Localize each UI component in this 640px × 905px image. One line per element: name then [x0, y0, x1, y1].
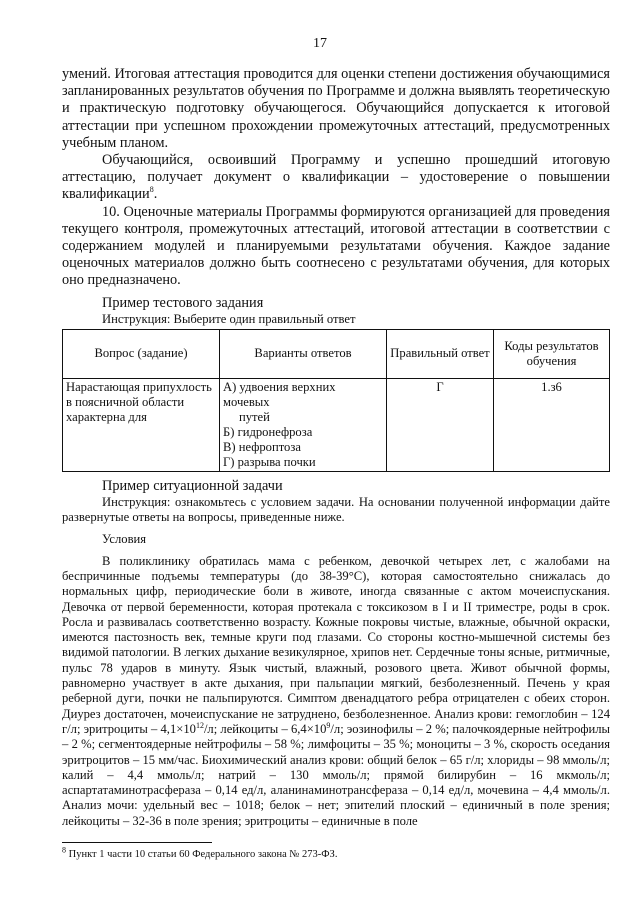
table-row: [63, 378, 610, 471]
footnote-mark: 8: [62, 845, 66, 855]
option-b: Б) гидронефроза: [223, 424, 313, 439]
option-c: В) нефроптоза: [223, 439, 301, 454]
task-text-mid: /л; лейкоциты – 6,4×10: [203, 721, 327, 736]
paragraph-certificate-end: .: [153, 186, 158, 203]
cell-code: 1.з6: [494, 378, 610, 471]
situational-title: Пример ситуационной задачи: [102, 477, 283, 494]
task-conditions-text: [62, 554, 610, 829]
option-a-cont: путей: [239, 409, 270, 424]
header-codes: Коды результатов обучения: [494, 329, 610, 378]
paragraph-evaluation-materials: 10. Оценочные материалы Программы формируются организацией для проведения текущего контроля, промежуточных аттестаций, итоговой аттестации в соответствии с содержанием модулей и планируемыми результатами обучения. Каждое задание оценочных материалов должно быть соотнесено с результатами обучения, для которых оно предназначено.: [62, 203, 610, 289]
situational-instruction: Инструкция: ознакомьтесь с условием задачи. На основании полученной информации дайте развернутые ответы на вопросы, приведенные ниже.: [62, 494, 610, 524]
paragraph-certificate: [62, 152, 610, 204]
page-number: 17: [313, 36, 327, 51]
conditions-label: Условия: [102, 531, 147, 546]
cell-options: [220, 378, 387, 471]
cell-question: Нарастающая припухлость в поясничной области характерна для: [63, 378, 220, 471]
test-example-instruction: Инструкция: Выберите один правильный ответ: [102, 311, 356, 326]
test-table-header-row: [63, 329, 610, 378]
test-table: [62, 329, 610, 472]
footnote-reference[interactable]: 8: [149, 185, 154, 195]
superscript-exp-2: 9: [326, 720, 331, 730]
task-text-start: В поликлинику обратилась мама с ребенком, девочкой четырех лет, с жалобами на беспричинные подъемы температуры (до 38-39°С), которая самостоятельно снижалась до нормальных цифр, периодические боли в животе, иногда связанные с актом мочеиспускания. Девочка от первой беременности, которая протекала с токсикозом в I и II триместре, роды в срок. Росла и развивалась соответственно возрасту. Кожные покровы чистые, влажные, обычной окраски, имеются пастозность век, темные круги под глазами. Со стороны костно-мышечной системы без видимой патологии. В легких дыхание везикулярное, хрипов нет. Сердечные тоны ясные, ритмичные, пульс 78 ударов в минуту. Язык чистый, влажный, розового цвета. Живот обычной формы, равномерно участвует в акте дыхания, при пальпации мягкий, безболезненный. Печень у края реберной дуги, почки не пальпируются. Симптом двенадцатого ребра отрицателен с обеих сторон. Диурез достаточен, мочеиспускание не затруднено, безболезненное. Анализ крови: гемоглобин – 124 г/л; эритроциты – 4,1×10: [62, 553, 610, 736]
test-example-title: Пример тестового задания: [102, 294, 264, 311]
option-d: Г) разрыва почки: [223, 454, 316, 469]
footnote: [62, 845, 338, 860]
header-question: Вопрос (задание): [63, 329, 220, 378]
superscript-exp-1: 12: [195, 720, 204, 730]
footnote-text: Пункт 1 части 10 статьи 60 Федерального закона № 273-ФЗ.: [66, 849, 338, 860]
paragraph-attestation: умений. Итоговая аттестация проводится для оценки степени достижения обучающимися запланированных результатов обучения по Программе и должна выявлять теоретическую и практическую подготовку обучающегося. Обучающийся допускается к итоговой аттестации при успешном прохождении промежуточных аттестаций, предусмотренных учебным планом.: [62, 66, 610, 151]
option-a: А) удвоения верхних мочевых: [223, 379, 336, 409]
footnote-divider: [62, 842, 212, 843]
paragraph-certificate-text: Обучающийся, освоивший Программу и успешно прошедший итоговую аттестацию, получает документ о квалификации – удостоверение о повышении квалификации: [62, 152, 610, 203]
header-answer: Правильный ответ: [387, 329, 494, 378]
header-options: Варианты ответов: [220, 329, 387, 378]
task-text-end: /л; эозинофилы – 2 %; палочкоядерные нейтрофилы – 2 %; сегментоядерные нейтрофилы – 58 %; лимфоциты – 35 %; моноциты – 3 %, скорость оседания эритроцитов – 15 мм/час. Биохимический анализ крови: общий белок – 65 г/л; хлориды – 98 ммоль/л; калий – 4,4 ммоль/л; натрий – 130 ммоль/л; прямой билирубин – 16 мкмоль/л; аспартатаминотрасфераза – 0,14 ед/л, аланинаминотрансфераза – 0,14 ед/л, мочевина – 4,4 ммоль/л. Анализ мочи: удельный вес – 1018; белок – нет; эпителий плоский – единичный в поле зрения; лейкоциты – 32-36 в поле зрения; эритроциты – единичные в поле: [62, 721, 611, 828]
cell-answer: Г: [387, 378, 494, 471]
page-content: [62, 66, 610, 829]
